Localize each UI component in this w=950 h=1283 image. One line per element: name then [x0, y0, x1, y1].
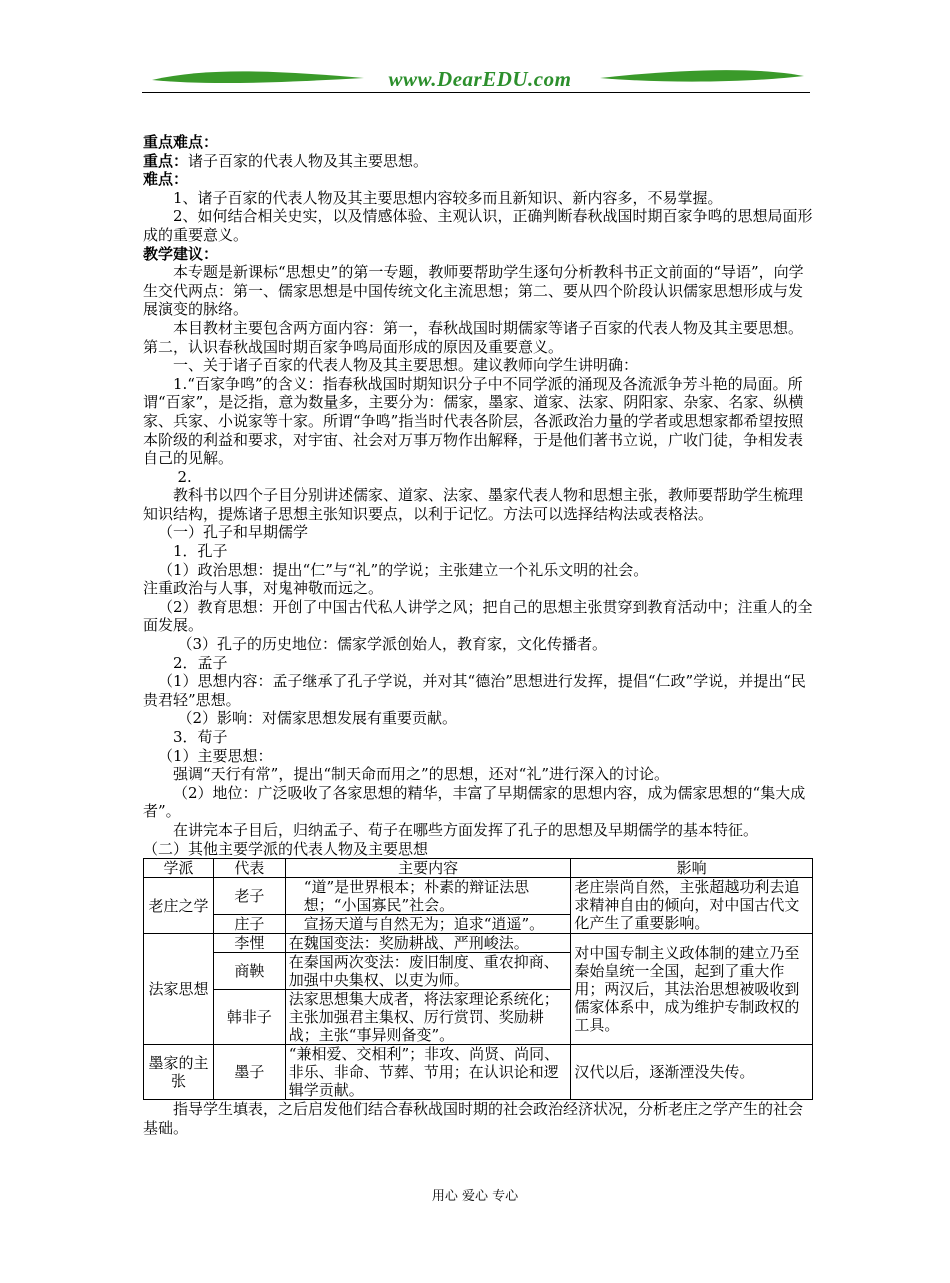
paragraph: （1）政治思想：提出“仁”与“礼”的学说；主张建立一个礼乐文明的社会。: [158, 560, 649, 579]
schools-table: [143, 858, 813, 1100]
key-text: 诸子百家的代表人物及其主要思想。: [188, 151, 429, 170]
influence-cell: 对中国专制主义政体制的建立乃至秦始皇统一全国，起到了重大作用；两汉后，其法治思想被吸收到儒家体系中，成为维护专制政权的工具。: [571, 934, 813, 1045]
table-header: 主要内容: [285, 859, 571, 878]
content-cell: 法家思想集大成者，将法家理论系统化；主张加强君主集权、厉行赏罚、奖励耕战；主张“事异则备变”。: [285, 990, 571, 1045]
paragraph: 3．荀子: [173, 728, 228, 746]
header-rule: [142, 92, 810, 93]
rep-cell: 韩非子: [213, 990, 285, 1045]
table-header: 学派: [144, 859, 214, 878]
key-label: 重点：: [143, 151, 189, 170]
paragraph: （1）主要思想：: [158, 746, 273, 765]
paragraph: 1.“百家争鸣”的含义：指春秋战国时期知识分子中不同学派的涌现及各流派争芳斗艳的局面。所谓“百家”，是泛指，意为数量多，主要分为：儒家，墨家、道家、法家、阴阳家、杂家、名家、纵横家、兵家、小说家等十家。所谓“争鸣”指当时代表各阶层，各派政治力量的学者或思想家都希望按照本阶级的利益和要求，对宇宙、社会对万事万物作出解释，于是他们著书立说，广收门徒，争相发表自己的见解。: [143, 374, 804, 468]
rep-cell: 商鞅: [213, 953, 285, 990]
rep-cell: 庄子: [213, 915, 285, 934]
table-row: [144, 878, 813, 915]
paragraph: 注重政治与人事，对鬼神敬而远之。: [143, 579, 384, 598]
page-footer: 用心 爱心 专心: [431, 1189, 519, 1204]
paragraph: （2）影响：对儒家思想发展有重要贡献。: [177, 709, 458, 728]
table-row: [144, 934, 813, 953]
paragraph: 一、关于诸子百家的代表人物及其主要思想。建议教师向学生讲明确：: [173, 356, 639, 375]
subsection-title: （一）孔子和早期儒学: [158, 523, 309, 542]
site-logo-text[interactable]: www.DearEDU.com: [388, 67, 572, 91]
paragraph: 1．孔子: [173, 542, 228, 561]
site-header: [142, 62, 810, 94]
paragraph: （1）思想内容：孟子继承了孔子学说，并对其“德治”思想进行发挥，提倡“仁政”学说，并提出“民贵君轻”思想。: [143, 672, 806, 709]
rep-cell: 李悝: [213, 934, 285, 953]
content-cell: “道”是世界根本；朴素的辩证法思想；“小国寡民”社会。: [285, 878, 571, 915]
influence-cell: 老庄崇尚自然，主张超越功利去追求精神自由的倾向，对中国古代文化产生了重要影响。: [571, 878, 813, 934]
section-title: 重点难点：: [143, 133, 219, 151]
table-header: 代表: [213, 859, 285, 878]
school-cell: 法家思想: [144, 934, 214, 1045]
paragraph: 本专题是新课标“思想史”的第一专题，教师要帮助学生逐句分析教科书正文前面的“导语”，向学生交代两点：第一、儒家思想是中国传统文化主流思想；第二、要从四个阶段认识儒家思想形成与发展演变的脉络。: [143, 263, 804, 319]
content-cell: 在秦国两次变法：废旧制度、重农抑商、加强中央集权、以吏为师。: [285, 953, 571, 990]
paragraph: 在讲完本子目后，归纳孟子、荀子在哪些方面发挥了孔子的思想及早期儒学的基本特征。: [173, 820, 759, 839]
table-header-row: [144, 859, 813, 878]
paragraph: 2.: [177, 467, 192, 486]
paragraph: （2）地位：广泛吸收了各家思想的精华，丰富了早期儒家的思想内容，成为儒家思想的“集大成者”。: [143, 783, 806, 821]
document-body: [143, 133, 813, 1137]
paragraph: 2．孟子: [173, 653, 228, 672]
difficulty-2: 2、如何结合相关史实，以及情感体验、主观认识，正确判断春秋战国时期百家争鸣的思想局面形成的重要意义。: [143, 207, 813, 244]
rep-cell: 墨子: [213, 1045, 285, 1100]
table-title: （二）其他主要学派的代表人物及主要思想: [143, 839, 429, 858]
difficulty-label: 难点：: [143, 170, 189, 189]
school-cell: 墨家的主张: [144, 1045, 214, 1100]
school-cell: 老庄之学: [144, 878, 214, 934]
influence-cell: 汉代以后，逐渐湮没失传。: [571, 1045, 813, 1100]
key-point: [143, 152, 813, 171]
difficulty-1: 1、诸子百家的代表人物及其主要思想内容较多而且新知识、新内容多，不易掌握。: [173, 188, 723, 207]
paragraph: 教科书以四个子目分别讲述儒家、道家、法家、墨家代表人物和思想主张，教师要帮助学生梳理知识结构，提炼诸子思想主张知识要点，以利于记忆。方法可以选择结构法或表格法。: [143, 486, 804, 523]
table-header: 影响: [571, 859, 813, 878]
paragraph: 指导学生填表，之后启发他们结合春秋战国时期的社会政治经济状况，分析老庄之学产生的社会基础。: [143, 1100, 804, 1137]
paragraph: 本目教材主要包含两方面内容：第一，春秋战国时期儒家等诸子百家的代表人物及其主要思想。第二，认识春秋战国时期百家争鸣局面形成的原因及重要意义。: [143, 318, 804, 356]
paragraph: （3）孔子的历史地位：儒家学派创始人，教育家，文化传播者。: [177, 635, 608, 654]
paragraph: 强调“天行有常”，提出“制天命而用之”的思想，还对“礼”进行深入的讨论。: [173, 765, 670, 784]
section-title: 教学建议：: [143, 244, 219, 263]
content-cell: “兼相爱、交相利”；非攻、尚贤、尚同、非乐、非命、节葬、节用；在认识论和逻辑学贡献。: [285, 1045, 571, 1100]
rep-cell: 老子: [213, 878, 285, 915]
content-cell: 宣扬天道与自然无为；追求“逍遥”。: [285, 915, 571, 934]
content-cell: 在魏国变法：奖励耕战、严刑峻法。: [285, 934, 571, 953]
paragraph: （2）教育思想：开创了中国古代私人讲学之风；把自己的思想主张贯穿到教育活动中；注重人的全面发展。: [143, 597, 813, 635]
table-row: [144, 1045, 813, 1100]
